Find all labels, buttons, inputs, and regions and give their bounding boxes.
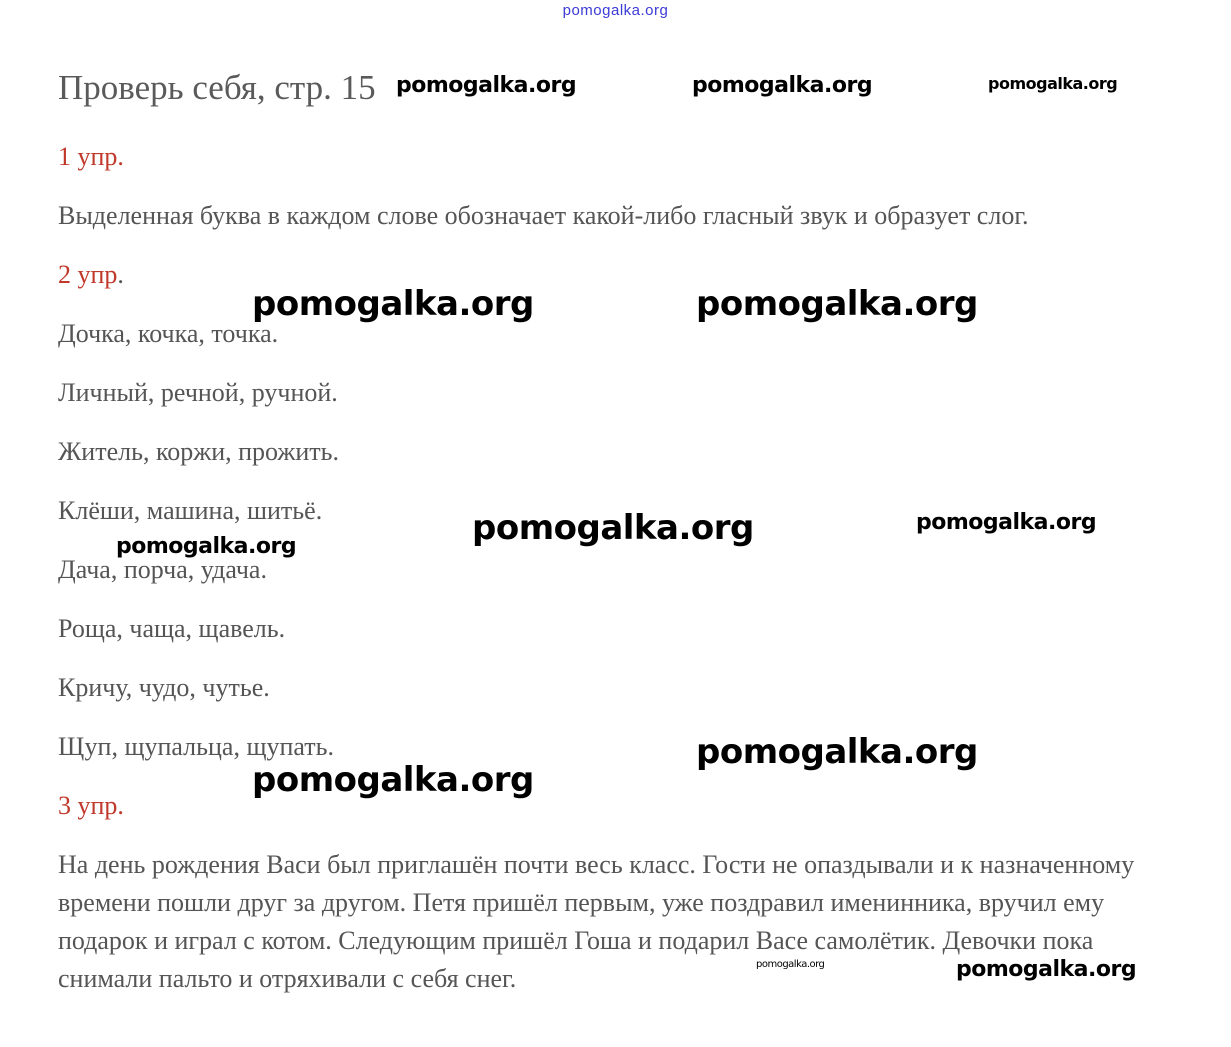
watermark: pomogalka.org	[116, 534, 297, 559]
exercise-2-line: Дочка, кочка, точка.	[58, 319, 279, 348]
exercise-1-text: Выделенная буква в каждом слове обозначает какой-либо гласный звук и образует слог.	[58, 201, 1029, 230]
exercise-2-line: Кричу, чудо, чутье.	[58, 673, 270, 702]
exercise-2-heading-dot: .	[117, 260, 124, 289]
watermark: pomogalka.org	[696, 732, 978, 772]
watermark: pomogalka.org	[472, 508, 754, 548]
exercise-1-heading: 1 упр.	[58, 142, 124, 171]
exercise-2-line: Личный, речной, ручной.	[58, 378, 338, 407]
exercise-2-line: Роща, чаща, щавель.	[58, 614, 286, 643]
watermark: pomogalka.org	[396, 73, 577, 98]
exercise-2-line: Клёши, машина, шитьё.	[58, 496, 323, 525]
watermark: pomogalka.org	[696, 284, 978, 324]
exercise-3-heading: 3 упр.	[58, 791, 124, 820]
watermark: pomogalka.org	[956, 957, 1137, 982]
exercise-2-heading	[58, 260, 124, 290]
watermark: pomogalka.org	[988, 74, 1118, 93]
exercise-2-line: Житель, коржи, прожить.	[58, 437, 339, 466]
watermark: pomogalka.org	[252, 284, 534, 324]
watermark: pomogalka.org	[756, 959, 825, 970]
exercise-2-line: Щуп, щупальца, щупать.	[58, 732, 334, 761]
exercise-2-line: Дача, порча, удача.	[58, 555, 267, 584]
page-title: Проверь себя, стр. 15	[58, 68, 376, 107]
watermark: pomogalka.org	[916, 510, 1097, 535]
watermark: pomogalka.org	[252, 760, 534, 800]
site-link[interactable]: pomogalka.org	[562, 2, 669, 19]
watermark: pomogalka.org	[692, 73, 873, 98]
exercise-3-paragraph: На день рождения Васи был приглашён почти весь класс. Гости не опаздывали и к назначенному времени пошли друг за другом. Петя пришёл первым, уже поздравил именинника, вручил ему подарок и играл с котом. Следующим пришёл Гоша и подарил Васе самолётик. Девочки пока снимали пальто и отряхивали с себя снег.	[58, 850, 1135, 993]
exercise-2-heading-label: 2 упр	[58, 260, 118, 289]
